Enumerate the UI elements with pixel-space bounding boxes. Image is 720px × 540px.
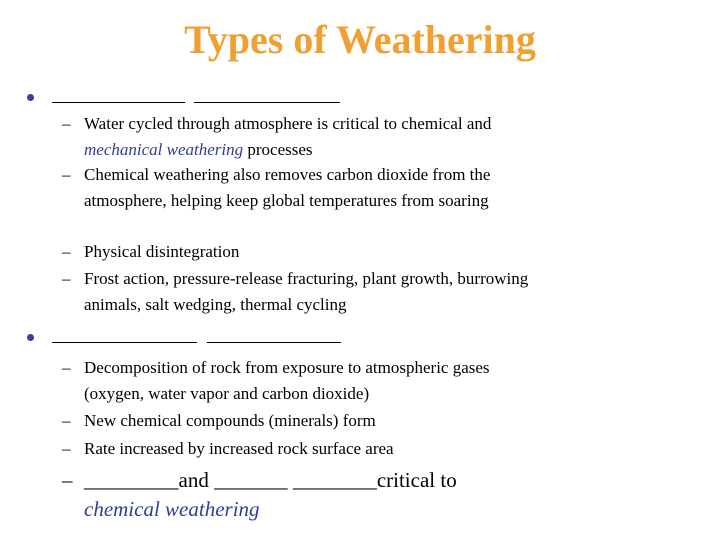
sub-item-2-4-fill-in: – _________and _______ ________critical to chemical weathering <box>62 468 457 521</box>
sub-item-2-1: – Decomposition of rock from exposure to atmospheric gases (oxygen, water vapor and carbon dioxide) <box>62 358 490 403</box>
sub-item-2-2: – New chemical compounds (minerals) form <box>62 411 376 430</box>
sub-item-1-2: – Chemical weathering also removes carbon dioxide from the atmosphere, helping keep global temperatures from soaring <box>62 165 491 210</box>
bullet-2 <box>0 326 720 350</box>
sub-item-1-4: – Frost action, pressure-release fracturing, plant growth, burrowing animals, salt wedging, thermal cycling <box>62 269 529 314</box>
blank-2a <box>52 342 197 343</box>
bullet-1 <box>0 86 720 110</box>
sub-item-2-3: – Rate increased by increased rock surface area <box>62 439 394 458</box>
emphasis-text: mechanical weathering <box>84 140 244 159</box>
blank-1b <box>194 102 340 103</box>
blank-1a <box>52 102 185 103</box>
slide-title: Types of Weathering <box>184 17 536 62</box>
blank-2b <box>207 342 341 343</box>
bullet-dot-icon <box>27 334 34 341</box>
sub-item-1-3: – Physical disintegration <box>62 242 240 261</box>
bullet-dot-icon <box>27 94 34 101</box>
sub-item-1-1: – Water cycled through atmosphere is critical to chemical and mechanical weathering processes <box>62 114 492 159</box>
emphasis-text: chemical weathering <box>84 497 260 521</box>
